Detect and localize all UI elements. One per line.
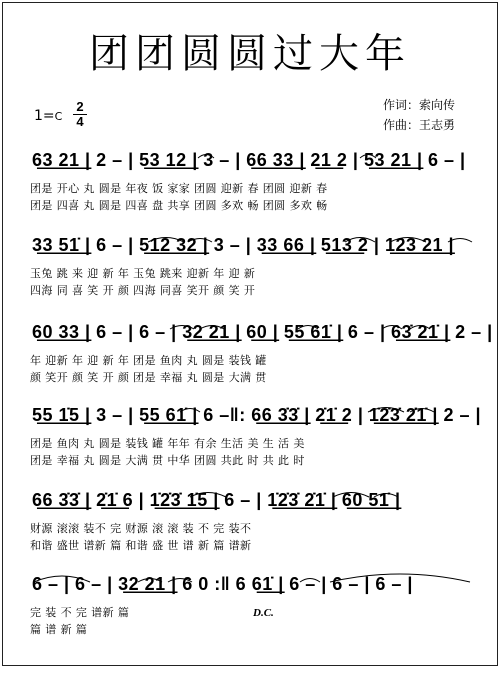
lyrics-verse-1: 团是 鱼肉 丸 圆是 装钱 罐 年年 有余 生活 美 生 活 美 (30, 437, 305, 450)
lyrics-verse-1: 玉兔 跳 来 迎 新 年 玉兔 跳来 迎新 年 迎 新 (30, 267, 256, 280)
lyrics-verse-1: 完 装 不 完 谱新 篇 (30, 606, 130, 619)
time-signature (72, 100, 88, 129)
notation-line: 5͟5͟ 1̇͟5͟ | 3 – | 5͟5͟ 6͟1̇͟ | 6 –‖: 6͟6͟ 3̇͟3̇͟ | 2̇͟1̇͟ 2 | 1̇͟2̇͟3̇͟ 2̇͟1̇͟ | 2 – | (32, 405, 482, 425)
composer-credit (383, 116, 455, 133)
lyrics-verse-2: 颜 笑开 颜 笑 开 颜 团是 幸福 丸 圆是 大满 贯 (30, 371, 267, 384)
lyrics-verse-1: 团是 开心 丸 圆是 年夜 饭 家家 团圆 迎新 春 团圆 迎新 春 (30, 182, 328, 195)
lyrics-verse-1: 财源 滚滚 装不 完 财源 滚 滚 装 不 完 装不 (30, 522, 252, 535)
lyrics-verse-2: 篇 谱 新 篇 (30, 623, 88, 636)
lyricist-credit (383, 96, 455, 113)
lyrics-verse-2: 和谐 盛世 谱新 篇 和谐 盛 世 谱 新 篇 谱新 (30, 539, 252, 552)
lyrics-verse-2: 团是 幸福 丸 圆是 大满 贯 中华 团圆 共此 时 共 此 时 (30, 454, 305, 467)
lyricist-name: 索向传 (419, 98, 456, 112)
lyrics-verse-2: 团是 四喜 丸 圆是 四喜 盘 共享 团圆 多欢 畅 团圆 多欢 畅 (30, 199, 328, 212)
key-prefix: 1= (34, 108, 55, 124)
lyricist-label: 作词： (383, 98, 420, 112)
notation-line: 6͟0͟ 3͟3͟ | 6 – | 6 – | 3͟2͟ 2͟1͟ | 6͟0͟ | 5͟5͟ 6͟1̇͟ | 6 – | 6͟3̇͟ 2͟1̇͟ | 2 – | (32, 322, 493, 342)
composer-label: 作曲： (383, 118, 420, 132)
key-letter: C (54, 110, 63, 123)
song-title: 团团圆圆过大年 (89, 31, 411, 77)
key-signature (34, 108, 62, 124)
da-capo-mark: D.C. (253, 607, 274, 619)
time-sig-bottom: 4 (76, 114, 84, 129)
composer-name: 王志勇 (419, 118, 456, 132)
notation-line: 6͟6͟ 3̇͟3̇͟ | 2̇͟1̇͟ 6 | 1̇͟2̇͟3̇͟ 1̇͟5͟ | 6 – | 1̇͟2̇͟3̇͟ 2̇͟1̇͟ | 6͟0͟ 5͟1̇͟ | (32, 490, 401, 510)
time-sig-top: 2 (76, 99, 84, 114)
lyrics-verse-1: 年 迎新 年 迎 新 年 团是 鱼肉 丸 圆是 装钱 罐 (30, 354, 267, 367)
lyrics-verse-2: 四海 同 喜 笑 开 颜 四海 同喜 笑开 颜 笑 开 (30, 284, 256, 297)
score-system-6 (0, 574, 500, 674)
score-system-2 (0, 235, 500, 335)
notation-line: 3͟3͟ 5͟1̇͟ | 6 – | 5͟1͟2͟ 3͟2͟ | 3 – | 3͟3͟ 6͟6͟ | 5͟1͟3͟ 2 | 1͟2͟3͟ 2͟1͟ | (32, 235, 455, 255)
notation-line: 6 – | 6 – | 3͟2͟ 2͟1͟ | 6 0 :‖ 6 6͟1̇͟ | 6 – | 6 – | 6 – | (32, 574, 413, 594)
notation-line: 6͟3͟ 2͟1͟ | 2 – | 5͟3͟ 1͟2͟ | 3 – | 6͟6͟ 3͟3͟ | 2͟1͟ 2 | 5͟3͟ 2͟1͟ | 6 – | (32, 150, 466, 170)
